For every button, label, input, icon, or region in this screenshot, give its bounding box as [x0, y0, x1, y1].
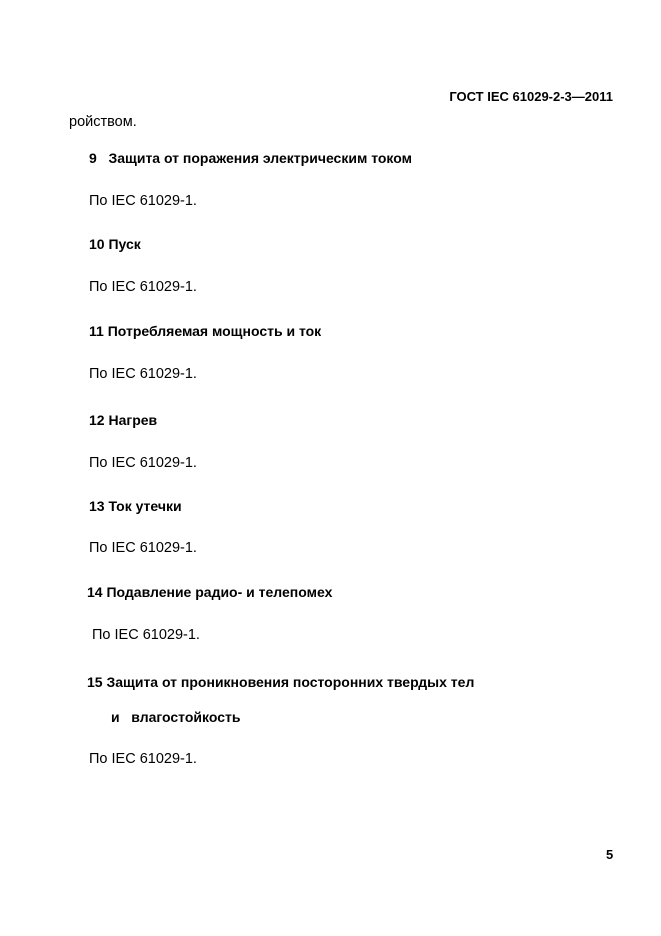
section-number: 9: [89, 150, 97, 166]
section-title: Защита от поражения электрическим током: [108, 150, 412, 166]
section-15-body: По IEC 61029-1.: [89, 751, 197, 767]
section-11-heading: [89, 323, 321, 339]
section-14-body: По IEC 61029-1.: [92, 627, 200, 643]
section-12-body: По IEC 61029-1.: [89, 455, 197, 471]
section-number: 12: [89, 412, 105, 428]
section-number: 10: [89, 236, 105, 252]
section-9-heading: [89, 150, 412, 166]
section-title: Защита от проникновения посторонних твердых тел: [106, 674, 475, 690]
section-title: Пуск: [108, 236, 141, 252]
section-number: 11: [89, 323, 104, 339]
section-13-body: По IEC 61029-1.: [89, 540, 197, 556]
section-15-heading-continuation: и влагостойкость: [111, 709, 241, 725]
section-number: 15: [87, 674, 103, 690]
document-header: ГОСТ IEC 61029-2-3—2011: [449, 89, 613, 104]
section-title: Ток утечки: [108, 498, 182, 514]
section-11-body: По IEC 61029-1.: [89, 366, 197, 382]
section-9-body: По IEC 61029-1.: [89, 193, 197, 209]
section-12-heading: [89, 412, 157, 428]
section-number: 13: [89, 498, 105, 514]
section-number: 14: [87, 584, 103, 600]
section-10-heading: [89, 236, 141, 252]
section-10-body: По IEC 61029-1.: [89, 279, 197, 295]
section-13-heading: [89, 498, 182, 514]
section-title: Подавление радио- и телепомех: [106, 584, 333, 600]
section-15-heading: [87, 674, 474, 690]
continued-text: ройством.: [69, 114, 137, 130]
section-title: Потребляемая мощность и ток: [107, 323, 322, 339]
section-title: Нагрев: [108, 412, 158, 428]
page-number: 5: [606, 847, 614, 862]
section-14-heading: [87, 584, 332, 600]
